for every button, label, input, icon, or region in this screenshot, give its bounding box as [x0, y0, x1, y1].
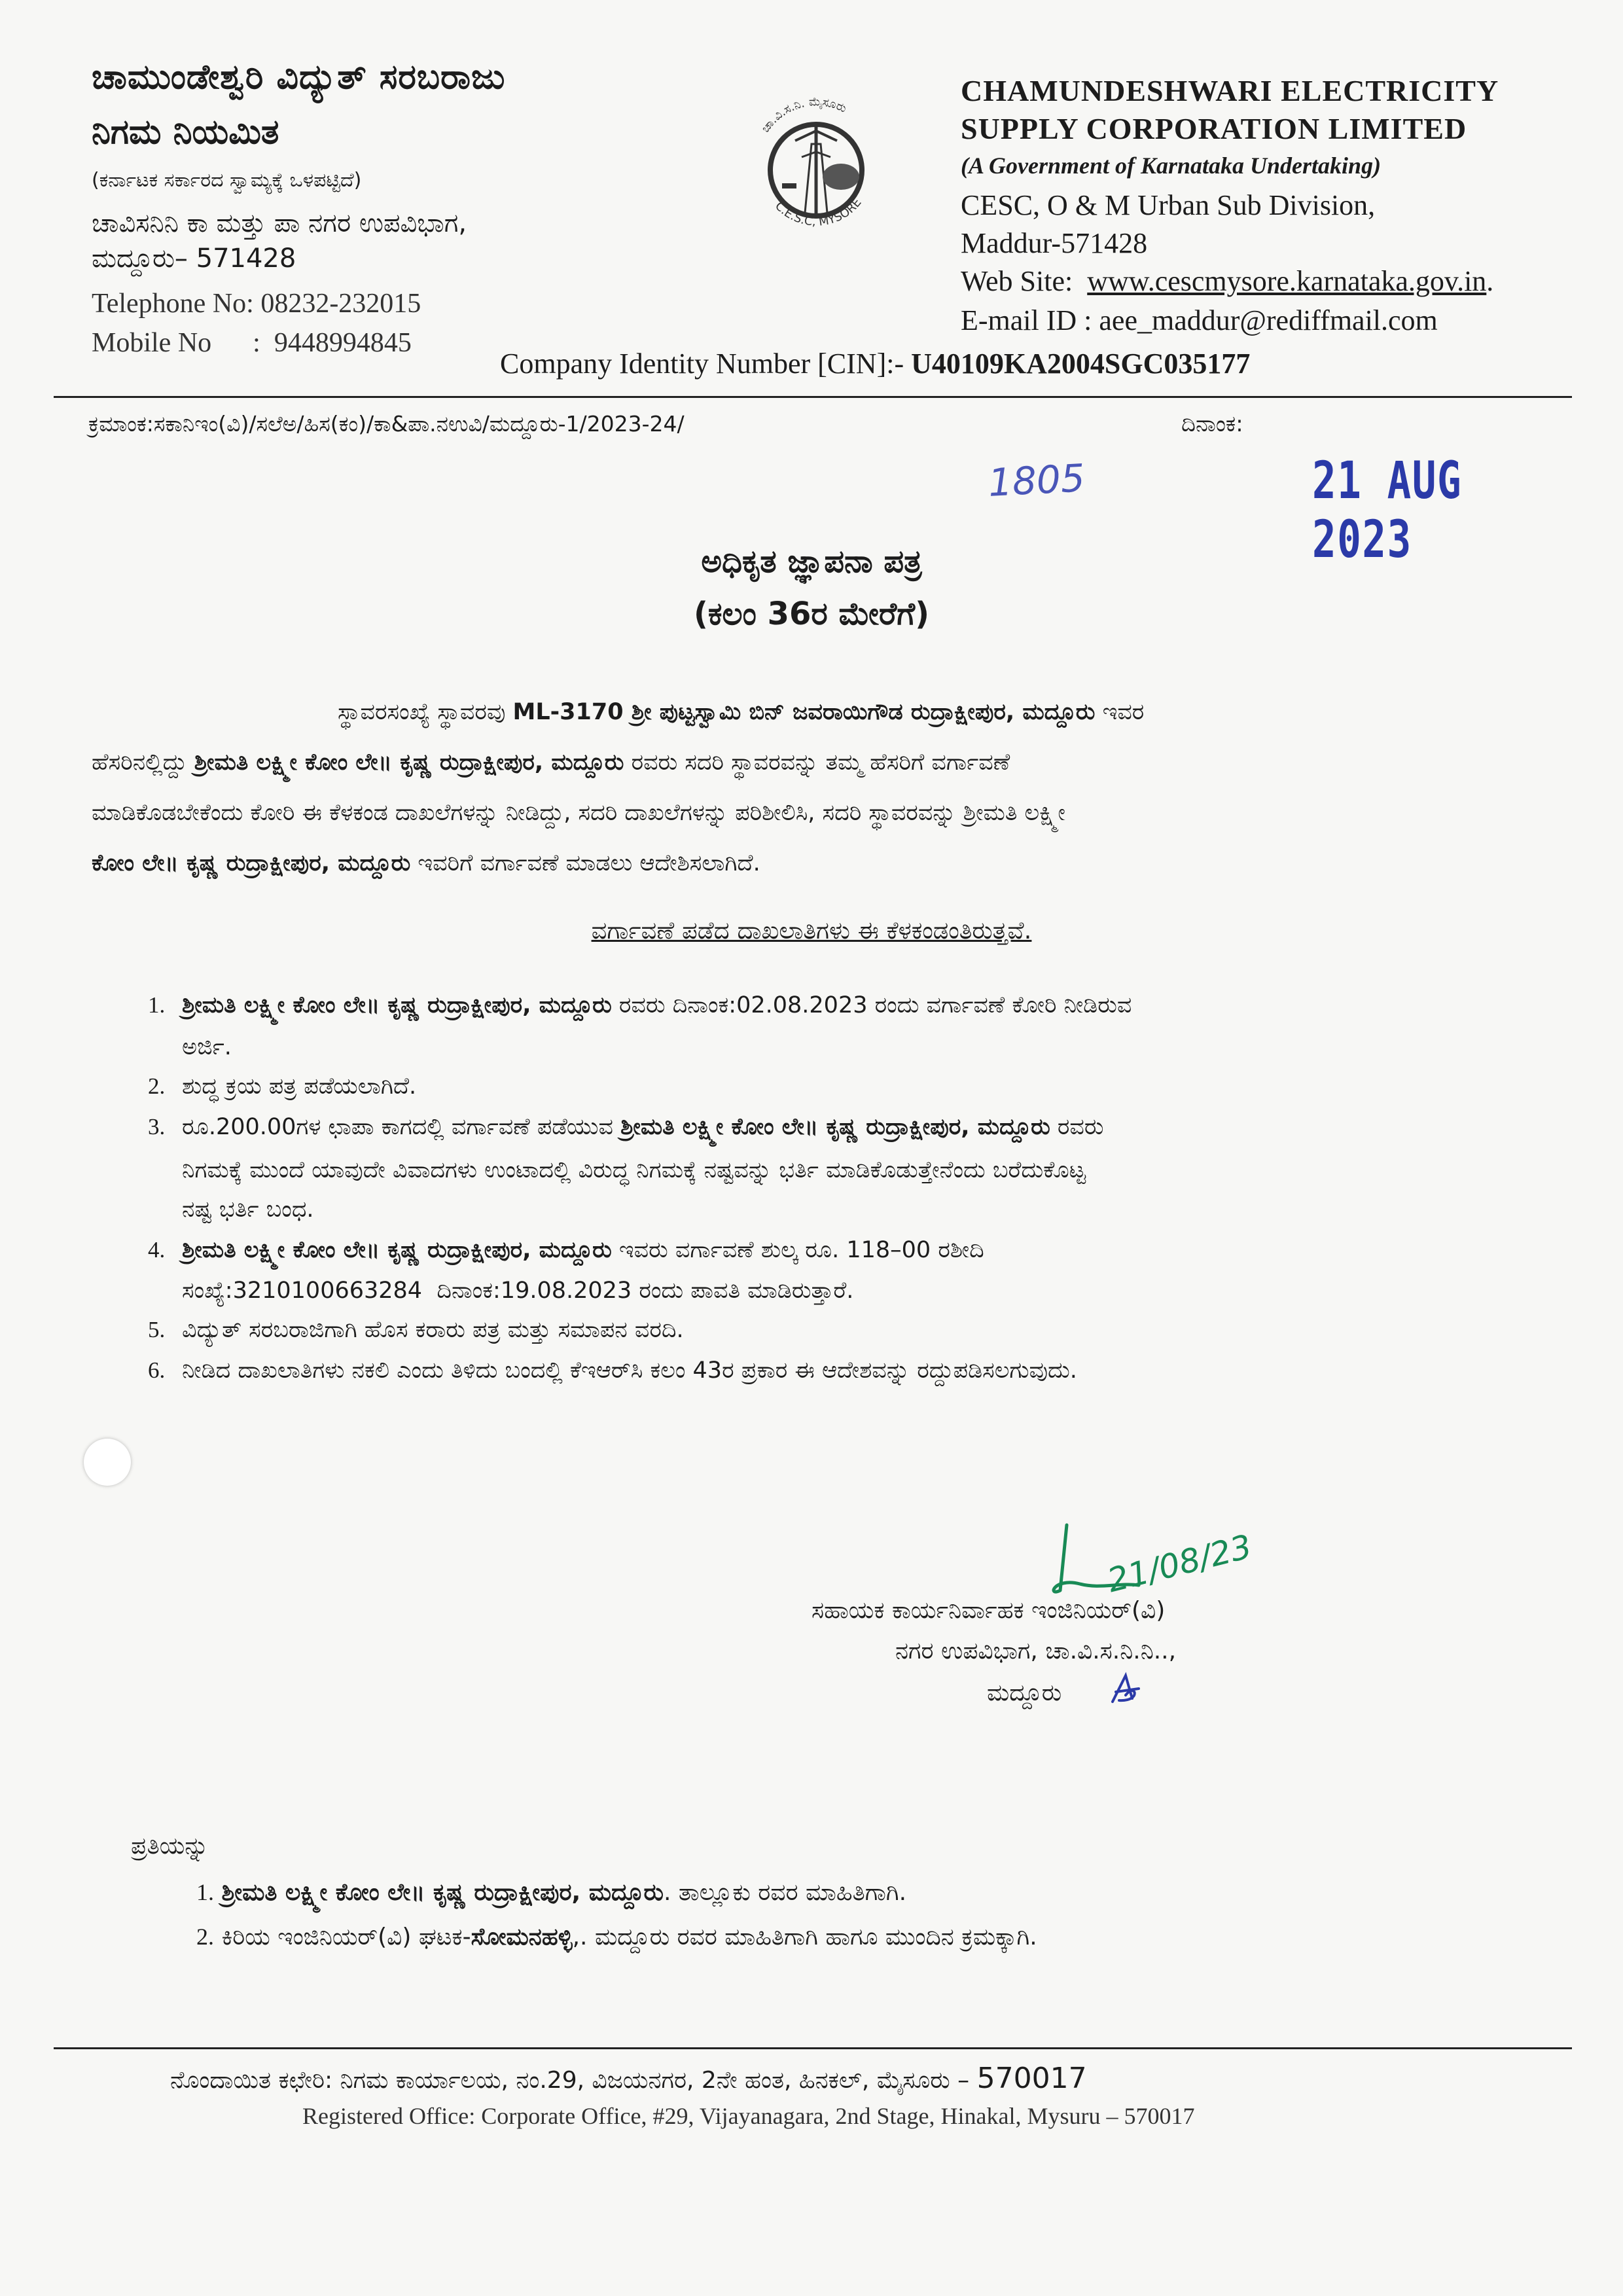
kannada-division-name: ಚಾವಿಸನಿನಿ ಕಾ ಮತ್ತು ಪಾ ನಗರ ಉಪವಿಭಾಗ, [92, 208, 467, 238]
date-stamp: 21 AUG 2023 [1312, 452, 1463, 569]
item-bold-text: ಶ್ರೀಮತಿ ಲಕ್ಷ್ಮೀ ಕೋಂ ಲೇ॥ ಕೃಷ್ಣ ರುದ್ರಾಕ್ಷೀಪುರ, ಮದ್ದೂರು [620, 1114, 1050, 1140]
kannada-registered-office [170, 2062, 1087, 2095]
mobile-number: Mobile No : 9448994845 [92, 328, 412, 358]
handwritten-reference-number: 1805 [987, 456, 1086, 505]
copy-to-heading: ಪ್ರತಿಯನ್ನು [131, 1833, 209, 1859]
kannada-city-pin: ಮದ್ದೂರು– 571428 [92, 243, 296, 274]
body-bold-text: ML-3170 ಶ್ರೀ ಪುಟ್ಟಸ್ವಾಮಿ ಬಿನ್ ಜವರಾಯಿಗೌಡ ರುದ್ರಾಕ್ಷೀಪುರ, ಮದ್ದೂರು [512, 699, 1096, 725]
signatory-city: ಮದ್ದೂರು [987, 1679, 1062, 1706]
english-division-name: CESC, O & M Urban Sub Division, [961, 189, 1376, 221]
english-registered-office: Registered Office: Corporate Office, #29, Vijayanagara, 2nd Stage, Hinakal, Mysuru – 570017 [302, 2103, 1195, 2129]
item-bold-text: ಶ್ರೀಮತಿ ಲಕ್ಷ್ಮೀ ಕೋಂ ಲೇ॥ ಕೃಷ್ಣ ರುದ್ರಾಕ್ಷೀಪುರ, ಮದ್ದೂರು [221, 1879, 664, 1906]
item-text: ರವರು ದಿನಾಂಕ:02.08.2023 ರಂದು ವರ್ಗಾವಣೆ ಕೋರಿ ನೀಡಿರುವ [611, 992, 1132, 1018]
item-text: ಕಿರಿಯ ಇಂಜಿನಿಯರ್(ವಿ) ಘಟಕ- [221, 1924, 471, 1950]
enclosure-item-3-continued: ನಿಗಮಕ್ಕೆ ಮುಂದೆ ಯಾವುದೇ ವಿವಾದಗಳು ಉಂಟಾದಲ್ಲಿ ವಿರುದ್ಧ ನಿಗಮಕ್ಕೆ ನಷ್ಟವನ್ನು ಭರ್ತಿ ಮಾಡಿಕೊಡುತ್ತೇನೆಂದು ಬರೆದುಕೊಟ್ಟ [182, 1157, 1086, 1183]
footer-divider [54, 2047, 1572, 2049]
copy-to-item-2 [196, 1923, 1037, 1951]
signatory-office: ನಗರ ಉಪವಿಭಾಗ, ಚಾ.ವಿ.ಸ.ನಿ.ನಿ.., [895, 1638, 1177, 1664]
item-number: 4. [148, 1237, 166, 1263]
item-text: ,. ಮದ್ದೂರು ರವರ ಮಾಹಿತಿಗಾಗಿ ಹಾಗೂ ಮುಂದಿನ ಕ್ರಮಕ್ಕಾಗಿ. [572, 1924, 1037, 1950]
body-line-2 [92, 743, 1544, 782]
footer-text: ನೊಂದಾಯಿತ ಕಛೇರಿ: ನಿಗಮ ಕಾರ್ಯಾಲಯ, ನಂ.29, ವಿಜಯನಗರ, 2ನೇ ಹಂತ, ಹಿನಕಲ್, ಮೈಸೂರು – [170, 2067, 977, 2094]
enclosure-item-2 [148, 1068, 417, 1105]
logo-bottom-text: C.E.S.C, MYSORE [772, 196, 865, 229]
document-title: ಅಧಿಕೃತ ಜ್ಞಾಪನಾ ಪತ್ರ [701, 543, 922, 580]
item-text: ರವರು [1050, 1114, 1104, 1140]
reference-number: ಕ್ರಮಾಂಕ:ಸಕಾನಿಇಂ(ವಿ)/ಸಲೆಅ/ಹಿಸ(ಕಂ)/ಕಾ&ಪಾ.ನಉವಿ/ಮದ್ದೂರು-1/2023-24/ [88, 411, 685, 437]
document-subtitle: (ಕಲಂ 36ರ ಮೇರೆಗೆ) [693, 596, 930, 632]
body-text: ಇವರಿಗೆ ವರ್ಗಾವಣೆ ಮಾಡಲು ಆದೇಶಿಸಲಾಗಿದೆ. [410, 850, 760, 876]
date-label: ದಿನಾಂಕ: [1181, 411, 1243, 437]
cin-number: U40109KA2004SGC035177 [911, 348, 1251, 380]
item-text: ನೀಡಿದ ದಾಖಲಾತಿಗಳು ನಕಲಿ ಎಂದು ತಿಳಿದು ಬಂದಲ್ಲಿ ಕೆಇಆರ್‌ಸಿ ಕಲಂ 43ರ ಪ್ರಕಾರ ಈ ಆದೇಶವನ್ನು ರದ್ದುಪಡಿಸಲಗುವುದು. [182, 1357, 1077, 1384]
enclosure-item-4 [148, 1232, 984, 1268]
enclosure-item-5 [148, 1312, 684, 1348]
website-end: . [1486, 265, 1494, 297]
item-number: 5. [148, 1317, 166, 1342]
header-divider [54, 396, 1572, 398]
kannada-company-name-line2: ನಿಗಮ ನಿಯಮಿತ [92, 113, 279, 152]
english-government-undertaking: (A Government of Karnataka Undertaking) [961, 152, 1382, 179]
footer-pin: 570017 [976, 2062, 1087, 2095]
kannada-company-name-line1: ಚಾಮುಂಡೇಶ್ವರಿ ವಿದ್ಯುತ್ ಸರಬರಾಜು [92, 58, 506, 97]
item-text: ವಿದ್ಯುತ್ ಸರಬರಾಜಿಗಾಗಿ ಹೊಸ ಕರಾರು ಪತ್ರ ಮತ್ತು ಸಮಾಪನ ವರದಿ. [182, 1317, 684, 1343]
body-bold-text: ಶ್ರೀಮತಿ ಲಕ್ಷ್ಮೀ ಕೋಂ ಲೇ॥ ಕೃಷ್ಣ ರುದ್ರಾಕ್ಷೀಪುರ, ಮದ್ದೂರು [194, 749, 624, 776]
item-number: 2. [148, 1073, 166, 1099]
website-link[interactable]: www.cescmysore.karnataka.gov.in [1087, 265, 1487, 297]
signatory-designation: ಸಹಾಯಕ ಕಾರ್ಯನಿರ್ವಾಹಕ ಇಂಜಿನಿಯರ್(ವಿ) [812, 1597, 1166, 1624]
english-company-name-line1: CHAMUNDESHWARI ELECTRICITY [961, 74, 1499, 107]
enclosure-item-4-continued: ಸಂಖ್ಯೆ:3210100663284 ದಿನಾಂಕ:19.08.2023 ರಂದು ಪಾವತಿ ಮಾಡಿರುತ್ತಾರೆ. [182, 1278, 854, 1304]
cin-line [500, 347, 1250, 380]
handwritten-signature-date: 21/08/23 [1103, 1527, 1256, 1600]
body-text: ಇವರ [1095, 699, 1145, 725]
body-line-3: ಮಾಡಿಕೊಡಬೇಕೆಂದು ಕೋರಿ ಈ ಕೆಳಕಂಡ ದಾಖಲೆಗಳನ್ನು ನೀಡಿದ್ದು, ಸದರಿ ದಾಖಲೆಗಳನ್ನು ಪರಿಶೀಲಿಸಿ, ಸದರಿ ಸ್ಥಾವರವನ್ನು ಶ್ರೀಮತಿ ಲಕ್ಷ್ಮೀ [92, 800, 1065, 826]
item-text: ಶುದ್ಧ ಕ್ರಯ ಪತ್ರ ಪಡೆಯಲಾಗಿದೆ. [182, 1073, 417, 1100]
kannada-government-undertaking: (ಕರ್ನಾಟಕ ಸರ್ಕಾರದ ಸ್ವಾಮ್ಯಕ್ಕೆ ಒಳಪಟ್ಟಿದೆ) [92, 169, 362, 192]
enclosure-item-1 [148, 987, 1132, 1024]
body-bold-text: ಕೋಂ ಲೇ॥ ಕೃಷ್ಣ ರುದ್ರಾಕ್ಷೀಪುರ, ಮದ್ದೂರು [92, 850, 411, 876]
website-line [961, 264, 1493, 298]
item-bold-text: ಶ್ರೀಮತಿ ಲಕ್ಷ್ಮೀ ಕೋಂ ಲೇ॥ ಕೃಷ್ಣ ರುದ್ರಾಕ್ಷೀಪುರ, ಮದ್ದೂರು [182, 992, 612, 1018]
website-label: Web Site: [961, 265, 1088, 297]
body-text: ರವರು ಸದರಿ ಸ್ಥಾವರವನ್ನು ತಮ್ಮ ಹೆಸರಿಗೆ ವರ್ಗಾವಣೆ [624, 749, 1010, 776]
body-line-1 [338, 692, 1544, 732]
body-line-4 [92, 844, 1544, 883]
telephone-number: Telephone No: 08232-232015 [92, 289, 421, 319]
english-company-name-line2: SUPPLY CORPORATION LIMITED [961, 112, 1467, 145]
item-text: . ತಾಲ್ಲೂಕು ರವರ ಮಾಹಿತಿಗಾಗಿ. [663, 1879, 907, 1906]
item-number: 6. [148, 1357, 166, 1383]
item-bold-text: ಸೋಮನಹಳ್ಳಿ [471, 1924, 573, 1950]
item-number: 2. [196, 1924, 214, 1950]
item-number: 1. [196, 1879, 214, 1905]
enclosure-item-3 [148, 1109, 1104, 1145]
item-number: 3. [148, 1114, 166, 1139]
item-bold-text: ಶ್ರೀಮತಿ ಲಕ್ಷ್ಮೀ ಕೋಂ ಲೇ॥ ಕೃಷ್ಣ ರುದ್ರಾಕ್ಷೀಪುರ, ಮದ್ದೂರು [182, 1237, 612, 1263]
enclosures-heading: ವರ್ಗಾವಣೆ ಪಡೆದ ದಾಖಲಾತಿಗಳು ಈ ಕೆಳಕಂಡಂತಿರುತ್ತವೆ. [591, 916, 1032, 944]
body-text: ಸ್ಥಾವರಸಂಖ್ಯೆ ಸ್ಥಾವರವು [338, 699, 513, 725]
cesc-logo [736, 79, 897, 255]
enclosure-item-3-continued-2: ನಷ್ಟ ಭರ್ತಿ ಬಂಧ. [182, 1196, 314, 1223]
item-text: ರೂ.200.00ಗಳ ಛಾಪಾ ಕಾಗದಲ್ಲಿ ವರ್ಗಾವಣೆ ಪಡೆಯುವ [182, 1114, 621, 1140]
email-line: E-mail ID : aee_maddur@rediffmail.com [961, 304, 1438, 336]
enclosure-item-1-continued: ಅರ್ಜಿ. [182, 1034, 232, 1060]
logo-top-text: ಚಾ.ವಿ.ಸ.ನಿ. ಮೈಸೂರು [758, 95, 849, 135]
enclosure-item-6 [148, 1352, 1077, 1389]
body-text: ಹೆಸರಿನಲ್ಲಿದ್ದು [92, 749, 194, 776]
item-text: ಇವರು ವರ್ಗಾವಣೆ ಶುಲ್ಕ ರೂ. 118–00 ರಶೀದಿ [611, 1237, 984, 1263]
copy-to-item-1 [196, 1878, 906, 1907]
english-city-pin: Maddur-571428 [961, 227, 1148, 259]
punch-hole [84, 1439, 131, 1486]
initial-mark [1106, 1669, 1145, 1708]
cin-label: Company Identity Number [CIN]:- [500, 348, 912, 380]
item-number: 1. [148, 992, 166, 1018]
